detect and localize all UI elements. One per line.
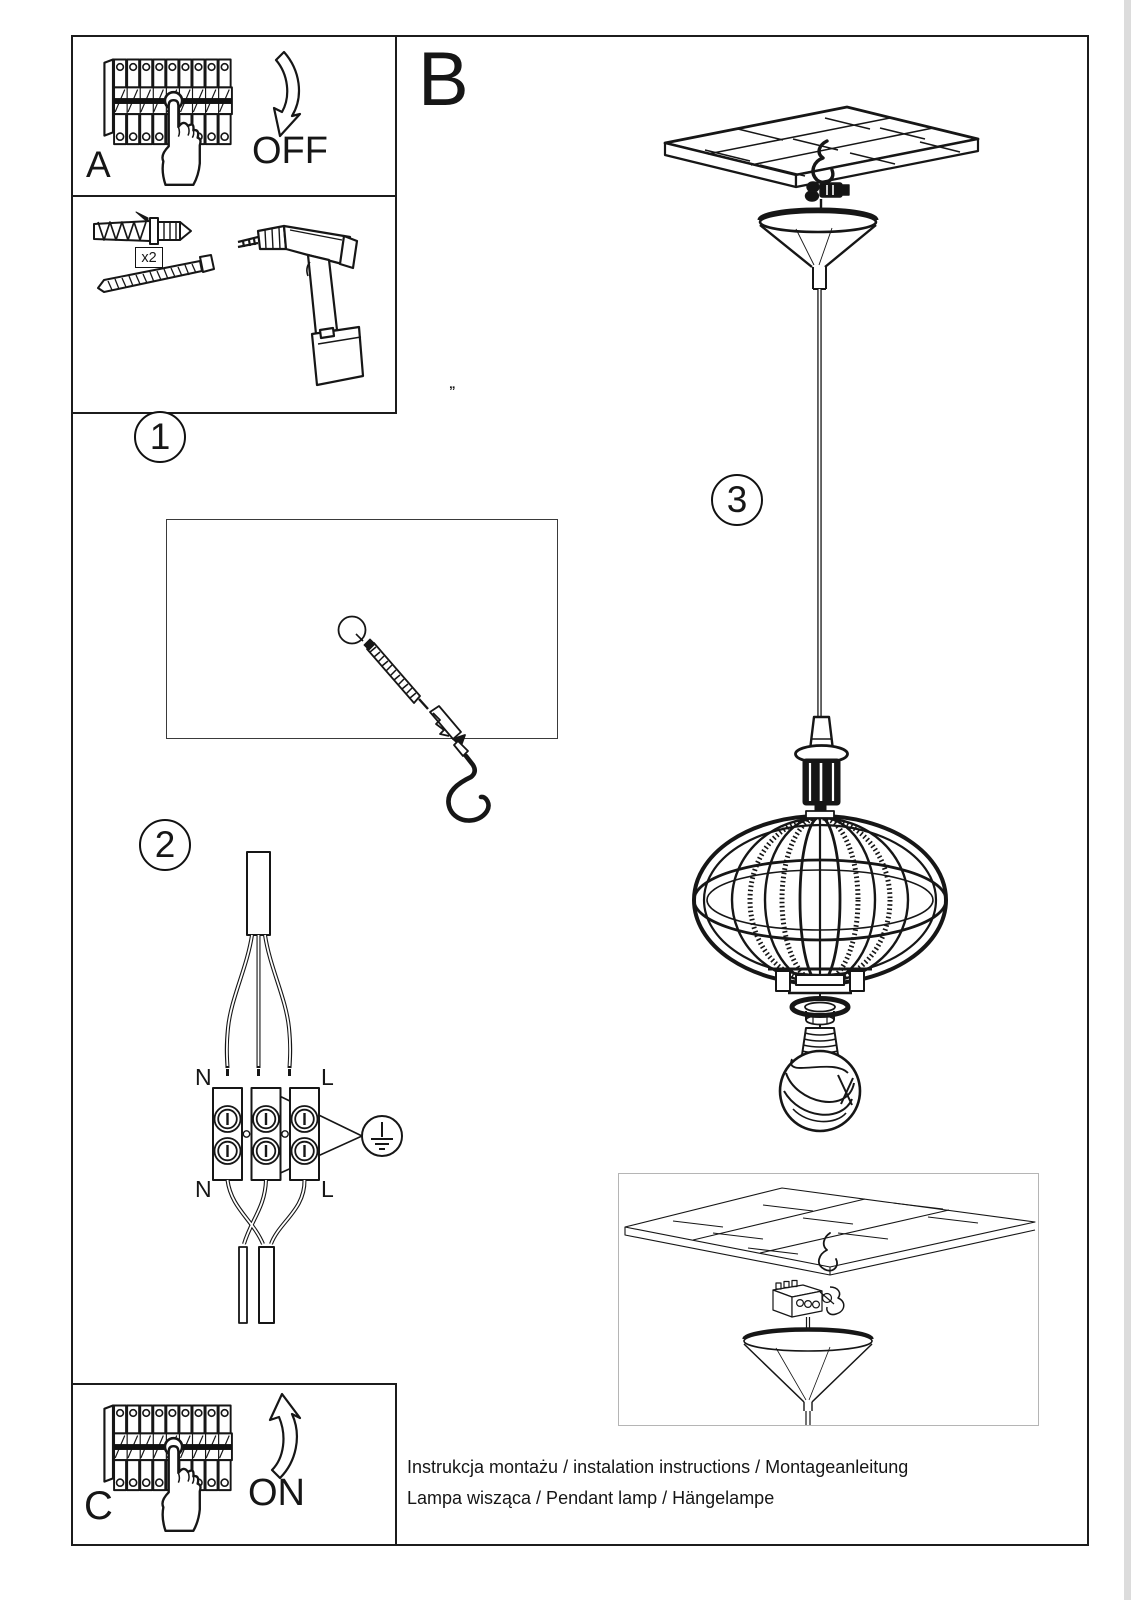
lamp-cable-wide bbox=[259, 1247, 274, 1323]
print-artifact: „ bbox=[449, 376, 456, 391]
section-a-label: A bbox=[86, 144, 111, 185]
wires bbox=[227, 935, 290, 1076]
footer-line-2: Lampa wisząca / Pendant lamp / Hängelampe bbox=[407, 1488, 775, 1508]
step-3-number: 3 bbox=[726, 479, 748, 520]
arrow-up-icon bbox=[256, 1392, 312, 1482]
step-2-badge bbox=[139, 819, 191, 871]
on-label: ON bbox=[248, 1472, 305, 1514]
step-2-number: 2 bbox=[154, 824, 176, 865]
footer-text bbox=[407, 1452, 908, 1514]
lamp-cable-thin bbox=[239, 1247, 247, 1323]
mounting-detail-illustration bbox=[618, 1173, 1039, 1426]
l-label-top: L bbox=[321, 1064, 334, 1090]
section-c-label: C bbox=[84, 1484, 113, 1528]
step-3-badge bbox=[711, 474, 763, 526]
off-label: OFF bbox=[252, 130, 328, 172]
terminal-and-clamp bbox=[773, 1281, 844, 1318]
step-1-badge bbox=[134, 411, 186, 463]
mains-cable bbox=[247, 852, 270, 935]
canopy-cone bbox=[760, 210, 876, 289]
terminal-block bbox=[213, 1088, 319, 1180]
x2-label: x2 bbox=[141, 249, 157, 266]
mounting-screw-icon bbox=[364, 639, 428, 709]
hook-icon bbox=[448, 756, 488, 821]
wiring-illustration bbox=[185, 848, 415, 1330]
section-b-label: B bbox=[418, 37, 469, 122]
anchor-icon bbox=[430, 706, 468, 756]
footer-line-1: Instrukcja montażu / instalation instructions / Montageanleitung bbox=[407, 1457, 909, 1477]
circuit-breaker-illustration-c bbox=[98, 1398, 248, 1533]
earth-symbol bbox=[362, 1116, 402, 1156]
lamp-socket bbox=[796, 717, 848, 813]
n-label-top: N bbox=[195, 1064, 212, 1090]
l-label-bottom: L bbox=[321, 1176, 334, 1202]
pendant-lamp-assembly bbox=[600, 95, 1090, 1135]
x2-badge bbox=[135, 247, 163, 268]
step-1-number: 1 bbox=[149, 416, 171, 457]
ceiling-panel-thin bbox=[625, 1188, 1035, 1275]
n-label-bottom: N bbox=[195, 1176, 212, 1202]
light-bulb bbox=[780, 1028, 860, 1131]
circuit-breaker-illustration-a bbox=[98, 52, 248, 187]
drill-icon bbox=[232, 218, 384, 400]
scan-edge bbox=[1124, 0, 1131, 1600]
drilling-illustration bbox=[330, 608, 510, 840]
canopy-cone-small bbox=[744, 1329, 872, 1425]
arrow-down-icon bbox=[254, 48, 310, 140]
cord-grip bbox=[806, 182, 850, 201]
ring-nut bbox=[792, 999, 848, 1025]
lampshade-cage bbox=[694, 811, 946, 993]
output-wires bbox=[228, 1180, 305, 1244]
